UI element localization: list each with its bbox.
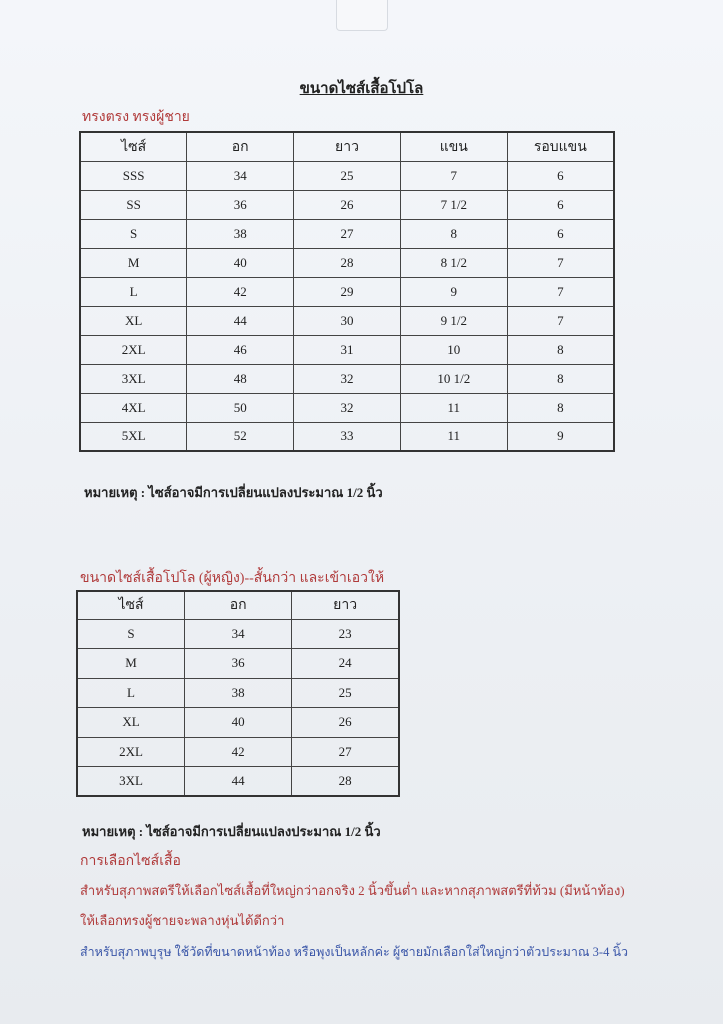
- table-row: [80, 248, 614, 277]
- table-cell: 8: [507, 335, 614, 364]
- table-cell: 40: [187, 248, 294, 277]
- table-cell: 6: [507, 190, 614, 219]
- women-column-header: ยาว: [292, 591, 399, 619]
- table-cell: 28: [294, 248, 401, 277]
- table-cell: 48: [187, 364, 294, 393]
- table-row: [77, 708, 399, 738]
- table-cell: 24: [292, 649, 399, 679]
- table-cell: 28: [292, 767, 399, 797]
- table-cell: 36: [185, 649, 292, 679]
- table-cell: 34: [187, 161, 294, 190]
- table-row: [80, 422, 614, 451]
- advice-heading: การเลือกไซส์เสื้อ: [80, 854, 181, 869]
- men-column-header: แขน: [400, 132, 507, 161]
- table-cell: S: [80, 219, 187, 248]
- table-cell: L: [80, 277, 187, 306]
- men-column-header: ยาว: [294, 132, 401, 161]
- table-cell: 42: [185, 737, 292, 767]
- table-cell: 38: [185, 678, 292, 708]
- table-row: [80, 393, 614, 422]
- advice-men-line: สำหรับสุภาพบุรุษ ใช้วัดที่ขนาดหน้าท้อง หรือพุงเป็นหลักค่ะ ผู้ชายมักเลือกใส่ใหญ่กว่าตัวประมาณ 3-4 นิ้ว: [80, 945, 629, 959]
- table-cell: 44: [185, 767, 292, 797]
- table-row: [77, 678, 399, 708]
- men-column-header: รอบแขน: [507, 132, 614, 161]
- table-cell: 10 1/2: [400, 364, 507, 393]
- table-row: [77, 649, 399, 679]
- table-cell: 26: [292, 708, 399, 738]
- women-size-table: [76, 590, 400, 797]
- table-cell: 38: [187, 219, 294, 248]
- men-size-table: [79, 131, 615, 452]
- table-cell: 2XL: [80, 335, 187, 364]
- table-row: [80, 219, 614, 248]
- table-cell: 4XL: [80, 393, 187, 422]
- table-cell: 8 1/2: [400, 248, 507, 277]
- table-cell: 3XL: [80, 364, 187, 393]
- women-table-note: หมายเหตุ : ไซส์อาจมีการเปลี่ยนแปลงประมาณ 1/2 นิ้ว: [82, 824, 381, 839]
- table-cell: S: [77, 619, 185, 649]
- table-cell: 25: [294, 161, 401, 190]
- women-table-heading: ขนาดไซส์เสื้อโปโล (ผู้หญิง)--สั้นกว่า และเข้าเอวให้: [80, 571, 385, 586]
- table-cell: 2XL: [77, 737, 185, 767]
- table-cell: 9: [507, 422, 614, 451]
- table-cell: M: [77, 649, 185, 679]
- table-cell: 26: [294, 190, 401, 219]
- table-cell: 11: [400, 393, 507, 422]
- women-table-header-row: [77, 591, 399, 619]
- table-cell: 32: [294, 364, 401, 393]
- table-cell: L: [77, 678, 185, 708]
- table-cell: 34: [185, 619, 292, 649]
- table-cell: 8: [507, 364, 614, 393]
- table-cell: 7: [507, 248, 614, 277]
- table-cell: 5XL: [80, 422, 187, 451]
- table-row: [77, 737, 399, 767]
- table-cell: 7: [507, 277, 614, 306]
- paper-tab-mark: [336, 0, 388, 31]
- men-table-header-row: [80, 132, 614, 161]
- table-cell: 27: [294, 219, 401, 248]
- table-cell: 10: [400, 335, 507, 364]
- table-cell: 27: [292, 737, 399, 767]
- table-row: [80, 277, 614, 306]
- table-cell: 6: [507, 219, 614, 248]
- table-cell: 3XL: [77, 767, 185, 797]
- document-title: ขนาดไซส์เสื้อโปโล: [299, 81, 424, 97]
- table-cell: 52: [187, 422, 294, 451]
- table-cell: 6: [507, 161, 614, 190]
- table-cell: 31: [294, 335, 401, 364]
- table-cell: 29: [294, 277, 401, 306]
- men-column-header: ไซส์: [80, 132, 187, 161]
- table-row: [80, 335, 614, 364]
- men-table-note: หมายเหตุ : ไซส์อาจมีการเปลี่ยนแปลงประมาณ 1/2 นิ้ว: [84, 485, 383, 500]
- table-cell: 7 1/2: [400, 190, 507, 219]
- table-cell: SSS: [80, 161, 187, 190]
- table-row: [80, 306, 614, 335]
- table-cell: 9 1/2: [400, 306, 507, 335]
- table-cell: 44: [187, 306, 294, 335]
- table-cell: XL: [80, 306, 187, 335]
- table-cell: XL: [77, 708, 185, 738]
- table-row: [80, 161, 614, 190]
- table-row: [77, 767, 399, 797]
- table-cell: 42: [187, 277, 294, 306]
- table-cell: 40: [185, 708, 292, 738]
- table-cell: 9: [400, 277, 507, 306]
- table-row: [77, 619, 399, 649]
- table-cell: M: [80, 248, 187, 277]
- table-cell: 50: [187, 393, 294, 422]
- table-cell: 8: [400, 219, 507, 248]
- advice-women-line-2: ให้เลือกทรงผู้ชายจะพลางหุ่นได้ดีกว่า: [80, 913, 285, 928]
- table-cell: 23: [292, 619, 399, 649]
- women-column-header: ไซส์: [77, 591, 185, 619]
- table-cell: 7: [507, 306, 614, 335]
- table-cell: 33: [294, 422, 401, 451]
- men-column-header: อก: [187, 132, 294, 161]
- table-row: [80, 190, 614, 219]
- table-cell: 7: [400, 161, 507, 190]
- table-cell: 36: [187, 190, 294, 219]
- table-cell: 8: [507, 393, 614, 422]
- table-cell: 30: [294, 306, 401, 335]
- table-cell: 11: [400, 422, 507, 451]
- table-cell: 25: [292, 678, 399, 708]
- advice-women-line-1: สำหรับสุภาพสตรีให้เลือกไซส์เสื้อที่ใหญ่กว่าอกจริง 2 นิ้วขึ้นต่ำ และหากสุภาพสตรีที่ท้วม (มีหน้าท้อง): [80, 883, 625, 898]
- women-column-header: อก: [185, 591, 292, 619]
- table-cell: SS: [80, 190, 187, 219]
- men-table-heading: ทรงตรง ทรงผู้ชาย: [82, 110, 190, 125]
- table-cell: 46: [187, 335, 294, 364]
- table-cell: 32: [294, 393, 401, 422]
- table-row: [80, 364, 614, 393]
